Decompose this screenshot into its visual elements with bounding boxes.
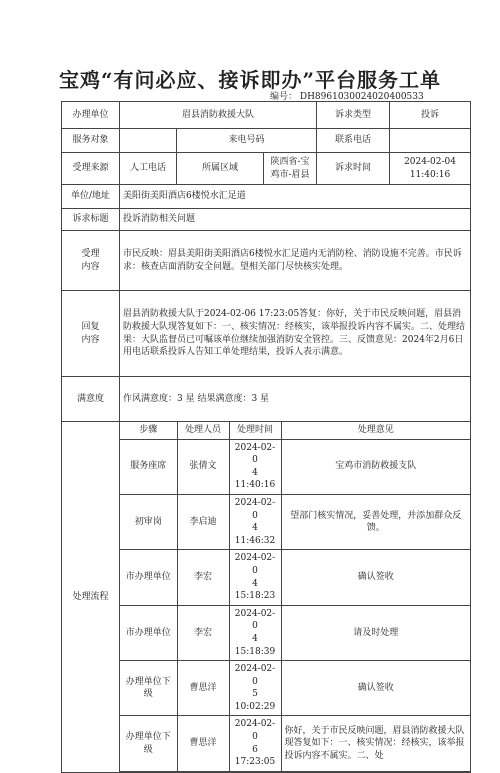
process-opinion: 宝鸡市消防救援支队: [281, 439, 470, 494]
table-row: [120, 550, 470, 605]
process-cell: [120, 422, 471, 773]
process-opinion: 请及时处理: [281, 605, 470, 660]
value-satisfaction: 作风满意度：3 星 结果满意度：3 星: [120, 377, 471, 422]
process-opinion: 望部门核实情况，妥善处理，并添加群众反馈。: [281, 494, 470, 549]
process-time: 2024-02-0 4 15:18:39: [229, 605, 281, 660]
process-step: 办理单位下级: [120, 716, 177, 771]
process-header-opinion: 处理意见: [281, 422, 470, 439]
label-unit: 办理单位: [62, 102, 120, 129]
value-reply: 眉县消防救援大队于2024-02-06 17:23:05答复：你好，关于市民反映问题，眉县消防救援大队现答复如下：一、核实情况：经核实，该举报投诉内容不属实。二、处理结果：大队监督员已可嘱该单位继续加强消防安全管控。三、反馈意见：2024年2月6日用电话联系投诉人告知工单处理结果，投诉人表示满意。: [120, 291, 471, 377]
value-address: 美阳街美阳酒店6楼悦水汇足道: [120, 185, 471, 209]
label-caller: 来电号码: [177, 129, 317, 153]
value-complaint-type: 投诉: [390, 102, 471, 129]
process-person: 李宏: [177, 605, 229, 660]
process-step: 服务座席: [120, 439, 177, 494]
process-person: 曹思洋: [177, 661, 229, 716]
process-opinion: 确认签收: [281, 661, 470, 716]
process-step: 办理单位下级: [120, 661, 177, 716]
table-row: [120, 605, 470, 660]
label-source: 受理来源: [62, 153, 120, 185]
label-satisfaction: 满意度: [62, 377, 120, 422]
table-row: [120, 661, 470, 716]
label-time: 诉求时间: [317, 153, 390, 185]
label-contact: 联系电话: [317, 129, 390, 153]
value-unit: 眉县消防救援大队: [120, 102, 317, 129]
process-table: [120, 422, 470, 772]
process-header-step: 步骤: [120, 422, 177, 439]
process-time: 2024-02-0 4 11:46:32: [229, 494, 281, 549]
value-time: 2024-02-04 11:40:16: [390, 153, 471, 185]
label-service-object: 服务对象: [62, 129, 120, 153]
process-header-time: 处理时间: [229, 422, 281, 439]
value-topic: 投诉消防相关问题: [120, 209, 471, 231]
value-service-object: [120, 129, 177, 153]
process-opinion: 确认签收: [281, 550, 470, 605]
value-accept: 市民反映：眉县美阳街美阳酒店6楼悦水汇足道内无消防栓、消防设施不完善。市民诉求：核查店面消防安全问题。望相关部门尽快核实处理。: [120, 231, 471, 291]
page-title: 宝鸡“有问必应、接诉即办”平台服务工单: [58, 68, 441, 92]
process-time: 2024-02-0 4 11:40:16: [229, 439, 281, 494]
table-row: [120, 716, 470, 771]
process-person: 李宏: [177, 550, 229, 605]
label-area: 所属区域: [177, 153, 264, 185]
process-time: 2024-02-0 5 10:02:29: [229, 661, 281, 716]
process-person: 曹思洋: [177, 716, 229, 771]
process-opinion: 你好，关于市民反映问题，眉县消防救援大队现答复如下：一、核实情况：经核实，该举报投诉内容不属实。二、处: [281, 716, 470, 771]
process-person: 李启迪: [177, 494, 229, 549]
label-address: 单位/地址: [62, 185, 120, 209]
label-accept: 受理 内容: [62, 231, 120, 291]
table-row: [120, 494, 470, 549]
table-row: [120, 439, 470, 494]
process-time: 2024-02-0 6 17:23:05: [229, 716, 281, 771]
value-source: 人工电话: [120, 153, 177, 185]
value-area: 陕西省-宝鸡市-眉县: [264, 153, 317, 185]
process-step: 初审岗: [120, 494, 177, 549]
process-step: 市办理单位: [120, 550, 177, 605]
process-header-person: 处理人员: [177, 422, 229, 439]
process-time: 2024-02-0 4 15:18:23: [229, 550, 281, 605]
label-reply: 回复 内容: [62, 291, 120, 377]
process-person: 张倩文: [177, 439, 229, 494]
label-topic: 诉求标题: [62, 209, 120, 231]
label-complaint-type: 诉求类型: [317, 102, 390, 129]
value-contact: [390, 129, 471, 153]
work-order-form: [61, 101, 471, 773]
label-process: 处理流程: [62, 422, 120, 773]
doc-number: 编号： DH8961030024020400533: [270, 92, 424, 102]
process-step: 市办理单位: [120, 605, 177, 660]
